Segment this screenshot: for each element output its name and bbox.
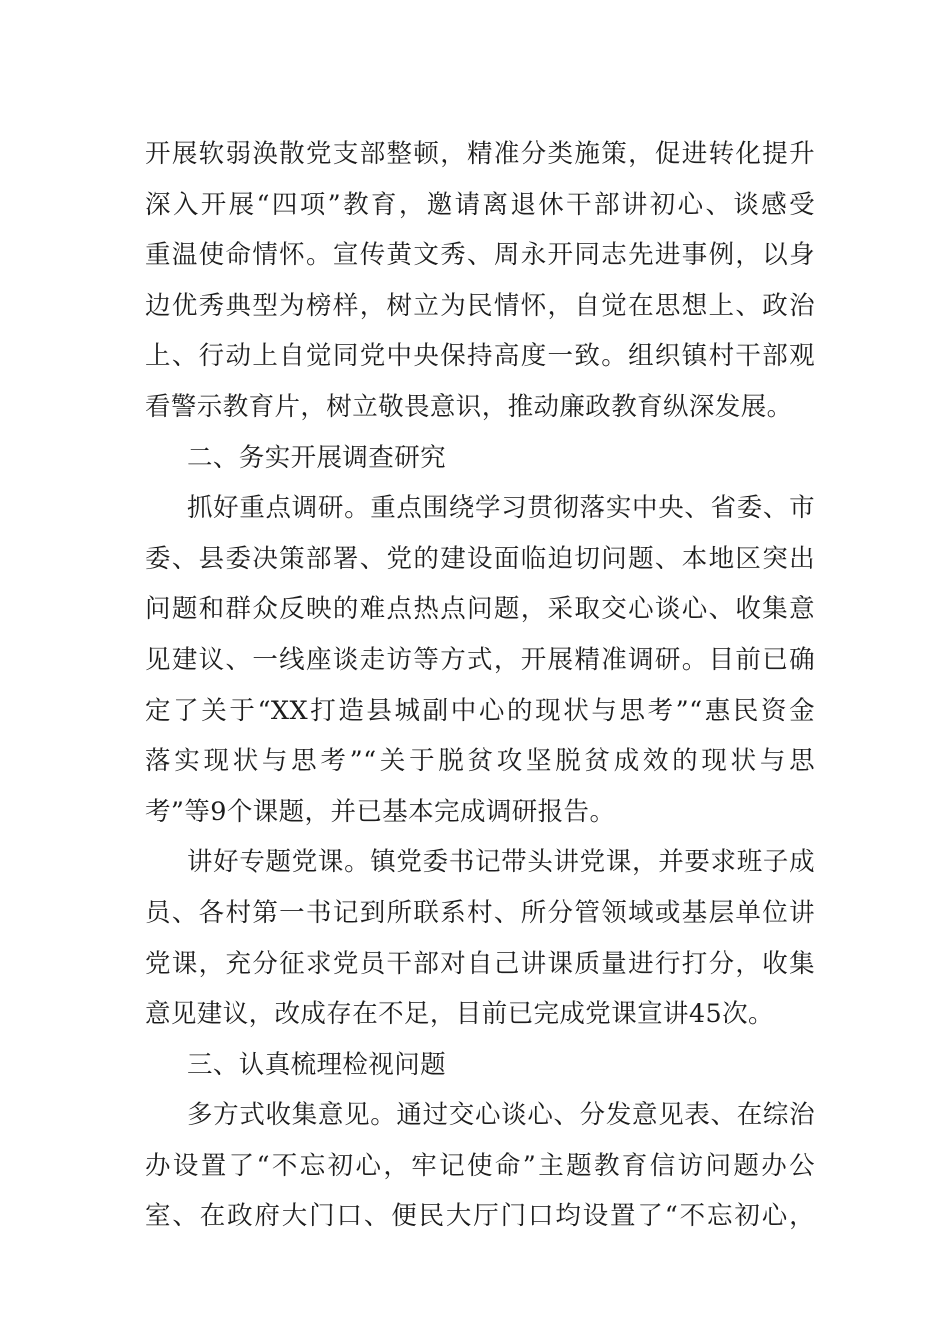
text-line: 深入开展“四项”教育，邀请离退休干部讲初心、谈感受 [145,189,815,220]
text-line: 考”等9个课题，并已基本完成调研报告。 [145,796,616,827]
text-line: 开展软弱涣散党支部整顿，精准分类施策，促进转化提升 [145,139,815,169]
text-line: 党课，充分征求党员干部对自己讲课质量进行打分，收集 [145,948,815,979]
text-line: 三、认真梳理检视问题 [187,1049,447,1080]
text-line: 室、在政府大门口、便民大厅门口均设置了“不忘初心， [145,1201,815,1232]
text-line: 办设置了“不忘初心，牢记使命”主题教育信访问题办公 [145,1150,815,1181]
text-line: 二、务实开展调查研究 [187,442,447,473]
text-line: 定了关于“XX打造县城副中心的现状与思考”“惠民资金 [145,695,815,726]
text-line: 抓好重点调研。重点围绕学习贯彻落实中央、省委、市 [187,493,815,524]
text-line: 问题和群众反映的难点热点问题，采取交心谈心、收集意 [145,594,815,625]
text-line: 意见建议，改成存在不足，目前已完成党课宣讲45次。 [145,999,774,1030]
text-line: 员、各村第一书记到所联系村、所分管领域或基层单位讲 [145,897,815,928]
text-line: 上、行动上自觉同党中央保持高度一致。组织镇村干部观 [145,341,815,372]
text-line: 多方式收集意见。通过交心谈心、分发意见表、在综治 [187,1100,815,1131]
text-line: 委、县委决策部署、党的建设面临迫切问题、本地区突出 [145,543,815,574]
document-body [145,129,815,1242]
text-line: 看警示教育片，树立敬畏意识，推动廉政教育纵深发展。 [145,391,793,422]
text-line: 边优秀典型为榜样，树立为民情怀，自觉在思想上、政治 [145,290,815,321]
text-line: 落实现状与思考”“关于脱贫攻坚脱贫成效的现状与思 [145,746,815,777]
text-line: 见建议、一线座谈走访等方式，开展精准调研。目前已确 [145,644,815,675]
text-line: 重温使命情怀。宣传黄文秀、周永开同志先进事例，以身 [145,240,815,271]
text-line: 讲好专题党课。镇党委书记带头讲党课，并要求班子成 [187,847,815,878]
